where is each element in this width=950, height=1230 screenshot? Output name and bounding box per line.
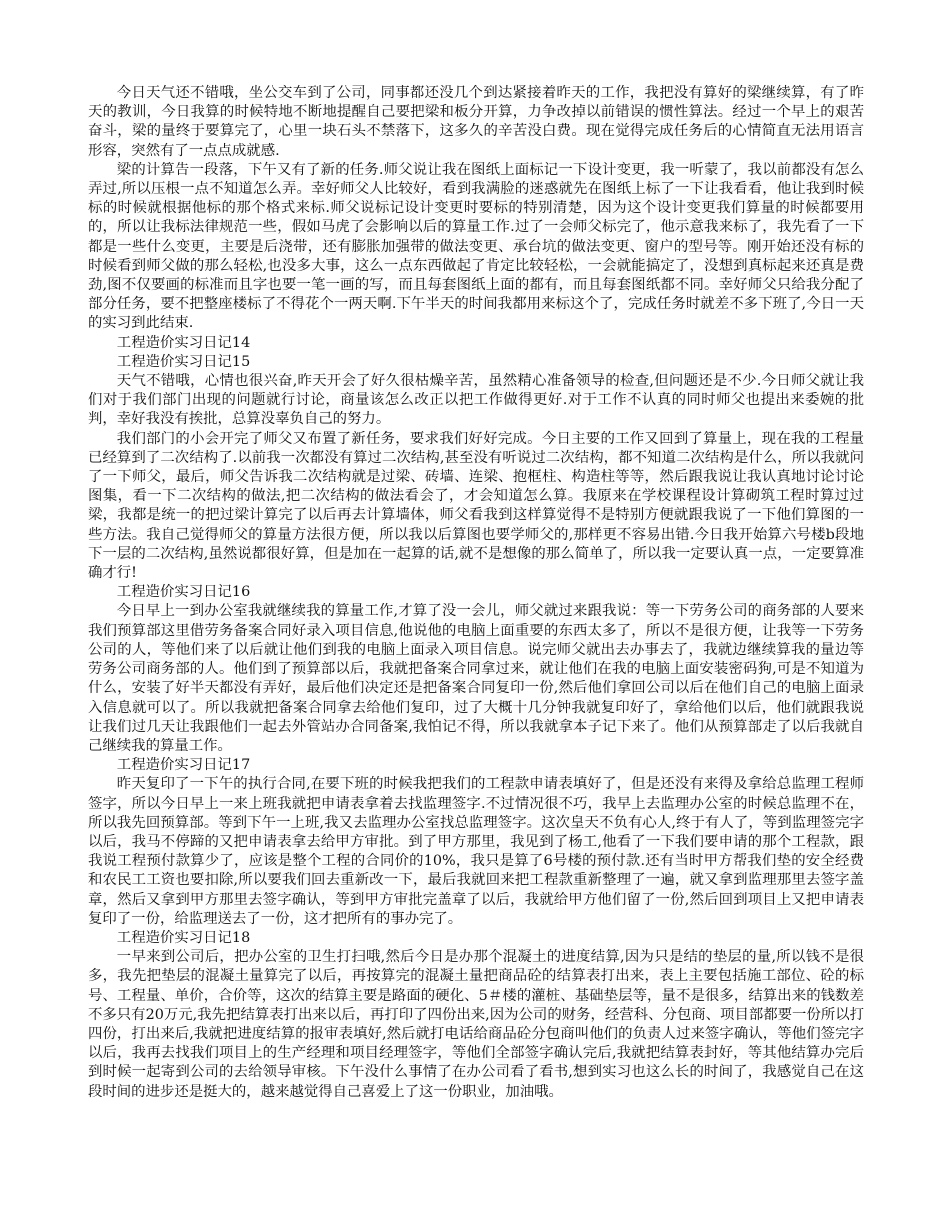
diary-heading: 工程造价实习日记14 [116,334,251,351]
diary-heading: 工程造价实习日记15 [116,353,251,370]
paragraph: 今日早上一到办公室我就继续我的算量工作,才算了没一会儿，师父就过来跟我说：等一下劳务公司的商务部的人要来我们预算部这里借劳务备案合同好录入项目信息,他说他的电脑上面重要的东西太多了，所以不是很方便，让我等一下劳务公司的人，等他们来了以后就让他们到我的电脑上面录入项目信息。说完师父就出去办事去了，我就边继续算我的量边等劳务公司商务部的人。他们到了预算部以后，我就把备案合同拿过来，就让他们在我的电脑上面安装密码狗,可是不知道为什么，安装了好半天都没有弄好，最后他们决定还是把备案合同复印一份,然后他们拿回公司以后在他们自己的电脑上面录入信息就可以了。所以我就把备案合同拿去给他们复印，过了大概十几分钟我就复印好了，拿给他们以后，他们就跟我说让我们过几天让我跟他们一起去外管站办合同备案,我怕记不得，所以我就拿本子记下来了。他们从预算部走了以后我就自己继续我的算量工作。 [88,603,864,754]
paragraph: 今日天气还不错哦，坐公交车到了公司，同事都还没几个到达紧接着昨天的工作，我把没有算好的梁继续算，有了昨天的教训，今日我算的时候特地不断地提醒自己要把梁和板分开算，力争改掉以前错误的惯性算法。经过一个早上的艰苦奋斗，梁的量终于要算完了，心里一块石头不禁落下，这多久的辛苦没白费。现在觉得完成任务后的心情简直无法用语言形容，突然有了一点点成就感. [88,85,864,159]
paragraph: 昨天复印了一下午的执行合同,在要下班的时候我把我们的工程款申请表填好了，但是还没有来得及拿给总监理工程师签字，所以今日早上一来上班我就把申请表拿着去找监理签字.不过情况很不巧，我早上去监理办公室的时候总监理不在，所以我先回预算部。等到下午一上班,我又去监理办公室找总监理签字。这次皇天不负有心人,终于有人了，等到监理签完字以后，我马不停蹄的又把申请表拿去给甲方审批。到了甲方那里，我见到了杨工,他看了一下我们要申请的那个工程款，跟我说工程预付款算少了，应该是整个工程的合同价的10%，我只是算了6号楼的预付款.还有当时甲方帮我们垫的安全经费和农民工工资也要扣除,所以要我们回去重新改一下，最后我就回来把工程款重新整理了一遍，就又拿到监理那里去签字盖章，然后又拿到甲方那里去签字确认，等到甲方审批完盖章了以后，我就给甲方他们留了一份,然后回到项目上又把申请表复印了一份，给监理送去了一份，这才把所有的事办完了。 [88,776,864,927]
paragraph: 天气不错哦，心情也很兴奋,昨天开会了好久很枯燥辛苦，虽然精心准备领导的检查,但问题还是不少.今日师父就让我们对于我们部门出现的问题就行讨论，商量该怎么改正以把工作做得更好.对于工作不认真的同时师父也提出来委婉的批判，幸好我没有挨批，总算没辜负自己的努力。 [88,373,864,428]
diary-heading: 工程造价实习日记17 [116,757,251,774]
diary-heading: 工程造价实习日记16 [116,584,251,601]
document-body [88,84,864,1102]
diary-heading: 工程造价实习日记18 [116,929,251,946]
paragraph: 我们部门的小会开完了师父又布置了新任务，要求我们好好完成。今日主要的工作又回到了算量上，现在我的工程量已经算到了二次结构了.以前我一次都没有算过二次结构,甚至没有听说过二次结构，都不知道二次结构是什么，所以我就问了一下师父，最后，师父告诉我二次结构就是过梁、砖墙、连梁、抱框柱、构造柱等等，然后跟我说让我认真地讨论讨论图集，看一下二次结构的做法,把二次结构的做法看会了，才会知道怎么算。我原来在学校课程设计算砌筑工程时算过过梁，我都是统一的把过梁计算完了以后再去计算墙体，师父看我到这样算觉得不是特别方便就跟我说了一下他们算图的一些方法。我自己觉得师父的算量方法很方便，所以我以后算图也要学师父的,那样更不容易出错.今日我开始算六号楼b段地下一层的二次结构,虽然说都很好算，但是加在一起算的话,就不是想像的那么简单了，所以我一定要认真一点，一定要算准确才行! [88,430,864,582]
paragraph: 一早来到公司后，把办公室的卫生打扫哦,然后今日是办那个混凝土的进度结算,因为只是结的垫层的量,所以钱不是很多，我先把垫层的混凝土量算完了以后，再按算完的混凝土量把商品砼的结算表打出来，表上主要包括施工部位、砼的标号、工程量、单价，合价等，这次的结算主要是路面的硬化、5＃楼的灌桩、基础垫层等，量不是很多，结算出来的钱数差不多只有20万元,我先把结算表打出来以后，再打印了四份出来,因为公司的财务，经营科、分包商、项目部都要一份所以打四份，打出来后,我就把进度结算的报审表填好,然后就打电话给商品砼分包商叫他们的负责人过来签字确认，等他们签完字以后，我再去找我们项目上的生产经理和项目经理签字，等他们全部签字确认完后,我就把结算表封好，等其他结算办完后到时候一起寄到公司的去给领导审核。下午没什么事情了在办公司看了看书,想到实习也这么长的时间了，我感觉自己在这段时间的进步还是挺大的，越来越觉得自己喜爱上了这一份职业，加油哦。 [88,949,864,1100]
paragraph: 梁的计算告一段落，下午又有了新的任务.师父说让我在图纸上面标记一下设计变更，我一听蒙了，我以前都没有怎么弄过,所以压根一点不知道怎么弄。幸好师父人比较好，看到我满脸的迷惑就先在图纸上标了一下让我看看，他让我到时候标的时候就根据他标的那个格式来标.师父说标记设计变更时要标的特别清楚，因为这个设计变更我们算量的时候都要用的，所以让我标法律规范一些，假如马虎了会影响以后的算量工作.过了一会师父标完了，他示意我来标了，我先看了一下都是一些什么变更，主要是后浇带，还有膨胀加强带的做法变更、承台坑的做法变更、窗户的型号等。刚开始还没有标的时候看到师父做的那么轻松,也没多大事，这么一点东西做起了肯定比较轻松，一会就能搞定了，没想到真标起来还真是费劲,图不仅要画的标准而且字也要一笔一画的写，而且每套图纸上面的都有，而且每套图纸都不同。幸好师父只给我分配了部分任务，要不把整座楼标了不得花个一两天啊.下午半天的时间我都用来标这个了，完成任务时就差不多下班了,今日一天的实习到此结束. [88,161,864,332]
